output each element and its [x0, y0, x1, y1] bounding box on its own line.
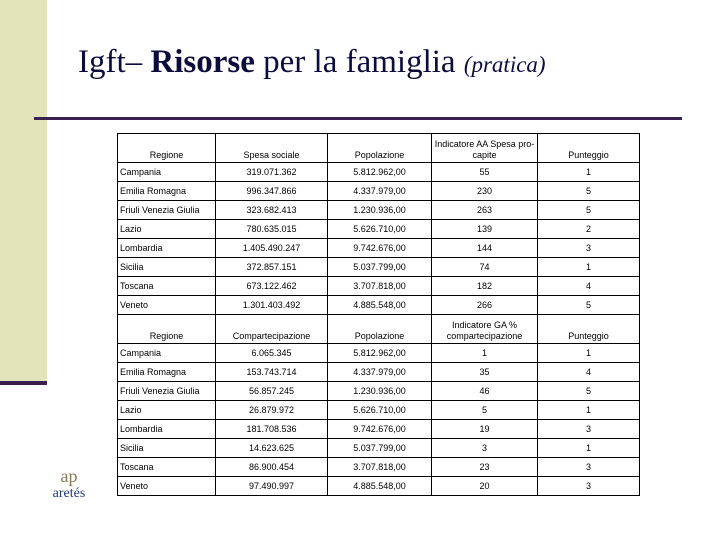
value-cell: 1	[538, 401, 640, 420]
value-cell: 1.230.936,00	[328, 201, 432, 220]
logo-text: aretés	[52, 486, 86, 501]
region-cell: Friuli Venezia Giulia	[118, 201, 216, 220]
column-header: Indicatore AA Spesa pro-capite	[432, 134, 538, 163]
value-cell: 20	[432, 477, 538, 496]
value-cell: 4.885.548,00	[328, 477, 432, 496]
value-cell: 996.347.866	[216, 182, 328, 201]
value-cell: 1	[538, 344, 640, 363]
table-row	[118, 439, 640, 458]
header-row	[118, 134, 640, 163]
value-cell: 86.900.454	[216, 458, 328, 477]
region-cell: Sicilia	[118, 258, 216, 277]
value-cell: 266	[432, 296, 538, 315]
value-cell: 9.742.676,00	[328, 420, 432, 439]
slide-title	[78, 46, 546, 79]
indicators-table-body	[118, 134, 640, 496]
indicators-table	[117, 133, 640, 496]
region-cell: Veneto	[118, 296, 216, 315]
side-decoration-rule	[0, 381, 47, 385]
value-cell: 4.885.548,00	[328, 296, 432, 315]
column-header: Compartecipazione	[216, 315, 328, 344]
value-cell: 74	[432, 258, 538, 277]
column-header: Spesa sociale	[216, 134, 328, 163]
column-header: Regione	[118, 315, 216, 344]
value-cell: 153.743.714	[216, 363, 328, 382]
value-cell: 230	[432, 182, 538, 201]
value-cell: 3	[538, 477, 640, 496]
value-cell: 9.742.676,00	[328, 239, 432, 258]
column-header: Regione	[118, 134, 216, 163]
value-cell: 319.071.362	[216, 163, 328, 182]
region-cell: Toscana	[118, 458, 216, 477]
value-cell: 6.065.345	[216, 344, 328, 363]
table-row	[118, 382, 640, 401]
header-row	[118, 315, 640, 344]
table-row	[118, 182, 640, 201]
value-cell: 5.037.799,00	[328, 439, 432, 458]
value-cell: 5.812.962,00	[328, 163, 432, 182]
region-cell: Lombardia	[118, 420, 216, 439]
region-cell: Emilia Romagna	[118, 363, 216, 382]
value-cell: 19	[432, 420, 538, 439]
region-cell: Lazio	[118, 401, 216, 420]
value-cell: 1	[538, 163, 640, 182]
table-row	[118, 458, 640, 477]
value-cell: 182	[432, 277, 538, 296]
value-cell: 139	[432, 220, 538, 239]
value-cell: 144	[432, 239, 538, 258]
region-cell: Lombardia	[118, 239, 216, 258]
region-cell: Emilia Romagna	[118, 182, 216, 201]
value-cell: 14.623.625	[216, 439, 328, 458]
title-underline	[34, 117, 682, 120]
title-middle: per la famiglia	[254, 44, 464, 80]
value-cell: 5	[538, 201, 640, 220]
value-cell: 181.708.536	[216, 420, 328, 439]
logo-mark: ap	[60, 466, 78, 486]
table-row	[118, 277, 640, 296]
value-cell: 4	[538, 363, 640, 382]
table-row	[118, 201, 640, 220]
table-row	[118, 344, 640, 363]
value-cell: 1.230.936,00	[328, 382, 432, 401]
value-cell: 97.490.997	[216, 477, 328, 496]
region-cell: Lazio	[118, 220, 216, 239]
aretes-logo	[47, 466, 91, 508]
value-cell: 673.122.462	[216, 277, 328, 296]
value-cell: 3	[538, 420, 640, 439]
table-row	[118, 163, 640, 182]
table-row	[118, 420, 640, 439]
value-cell: 1	[538, 258, 640, 277]
table-row	[118, 363, 640, 382]
region-cell: Veneto	[118, 477, 216, 496]
value-cell: 2	[538, 220, 640, 239]
value-cell: 5.812.962,00	[328, 344, 432, 363]
value-cell: 372.857.151	[216, 258, 328, 277]
table-row	[118, 220, 640, 239]
value-cell: 323.682.413	[216, 201, 328, 220]
value-cell: 46	[432, 382, 538, 401]
value-cell: 5.626.710,00	[328, 220, 432, 239]
side-decoration-bar	[0, 0, 47, 383]
value-cell: 1	[432, 344, 538, 363]
value-cell: 1.301.403.492	[216, 296, 328, 315]
region-cell: Campania	[118, 163, 216, 182]
value-cell: 3	[538, 239, 640, 258]
region-cell: Toscana	[118, 277, 216, 296]
value-cell: 3	[432, 439, 538, 458]
value-cell: 3	[538, 458, 640, 477]
value-cell: 3.707.818,00	[328, 458, 432, 477]
value-cell: 5	[432, 401, 538, 420]
region-cell: Friuli Venezia Giulia	[118, 382, 216, 401]
table-row	[118, 258, 640, 277]
value-cell: 263	[432, 201, 538, 220]
column-header: Punteggio	[538, 315, 640, 344]
table-row	[118, 296, 640, 315]
column-header: Popolazione	[328, 134, 432, 163]
value-cell: 3.707.818,00	[328, 277, 432, 296]
value-cell: 56.857.245	[216, 382, 328, 401]
table-row	[118, 401, 640, 420]
region-cell: Campania	[118, 344, 216, 363]
title-bold: Risorse	[150, 44, 255, 80]
region-cell: Sicilia	[118, 439, 216, 458]
value-cell: 1.405.490.247	[216, 239, 328, 258]
value-cell: 4.337.979,00	[328, 363, 432, 382]
value-cell: 55	[432, 163, 538, 182]
value-cell: 1	[538, 439, 640, 458]
column-header: Popolazione	[328, 315, 432, 344]
value-cell: 5	[538, 382, 640, 401]
value-cell: 35	[432, 363, 538, 382]
value-cell: 26.879.972	[216, 401, 328, 420]
value-cell: 4	[538, 277, 640, 296]
table-row	[118, 239, 640, 258]
table-row	[118, 477, 640, 496]
value-cell: 5	[538, 182, 640, 201]
value-cell: 5.626.710,00	[328, 401, 432, 420]
value-cell: 780.635.015	[216, 220, 328, 239]
column-header: Punteggio	[538, 134, 640, 163]
value-cell: 5.037.799,00	[328, 258, 432, 277]
column-header: Indicatore GA % compartecipazione	[432, 315, 538, 344]
value-cell: 4.337.979,00	[328, 182, 432, 201]
value-cell: 23	[432, 458, 538, 477]
title-prefix: Igft–	[78, 44, 151, 80]
title-italic: (pratica)	[463, 52, 546, 77]
value-cell: 5	[538, 296, 640, 315]
